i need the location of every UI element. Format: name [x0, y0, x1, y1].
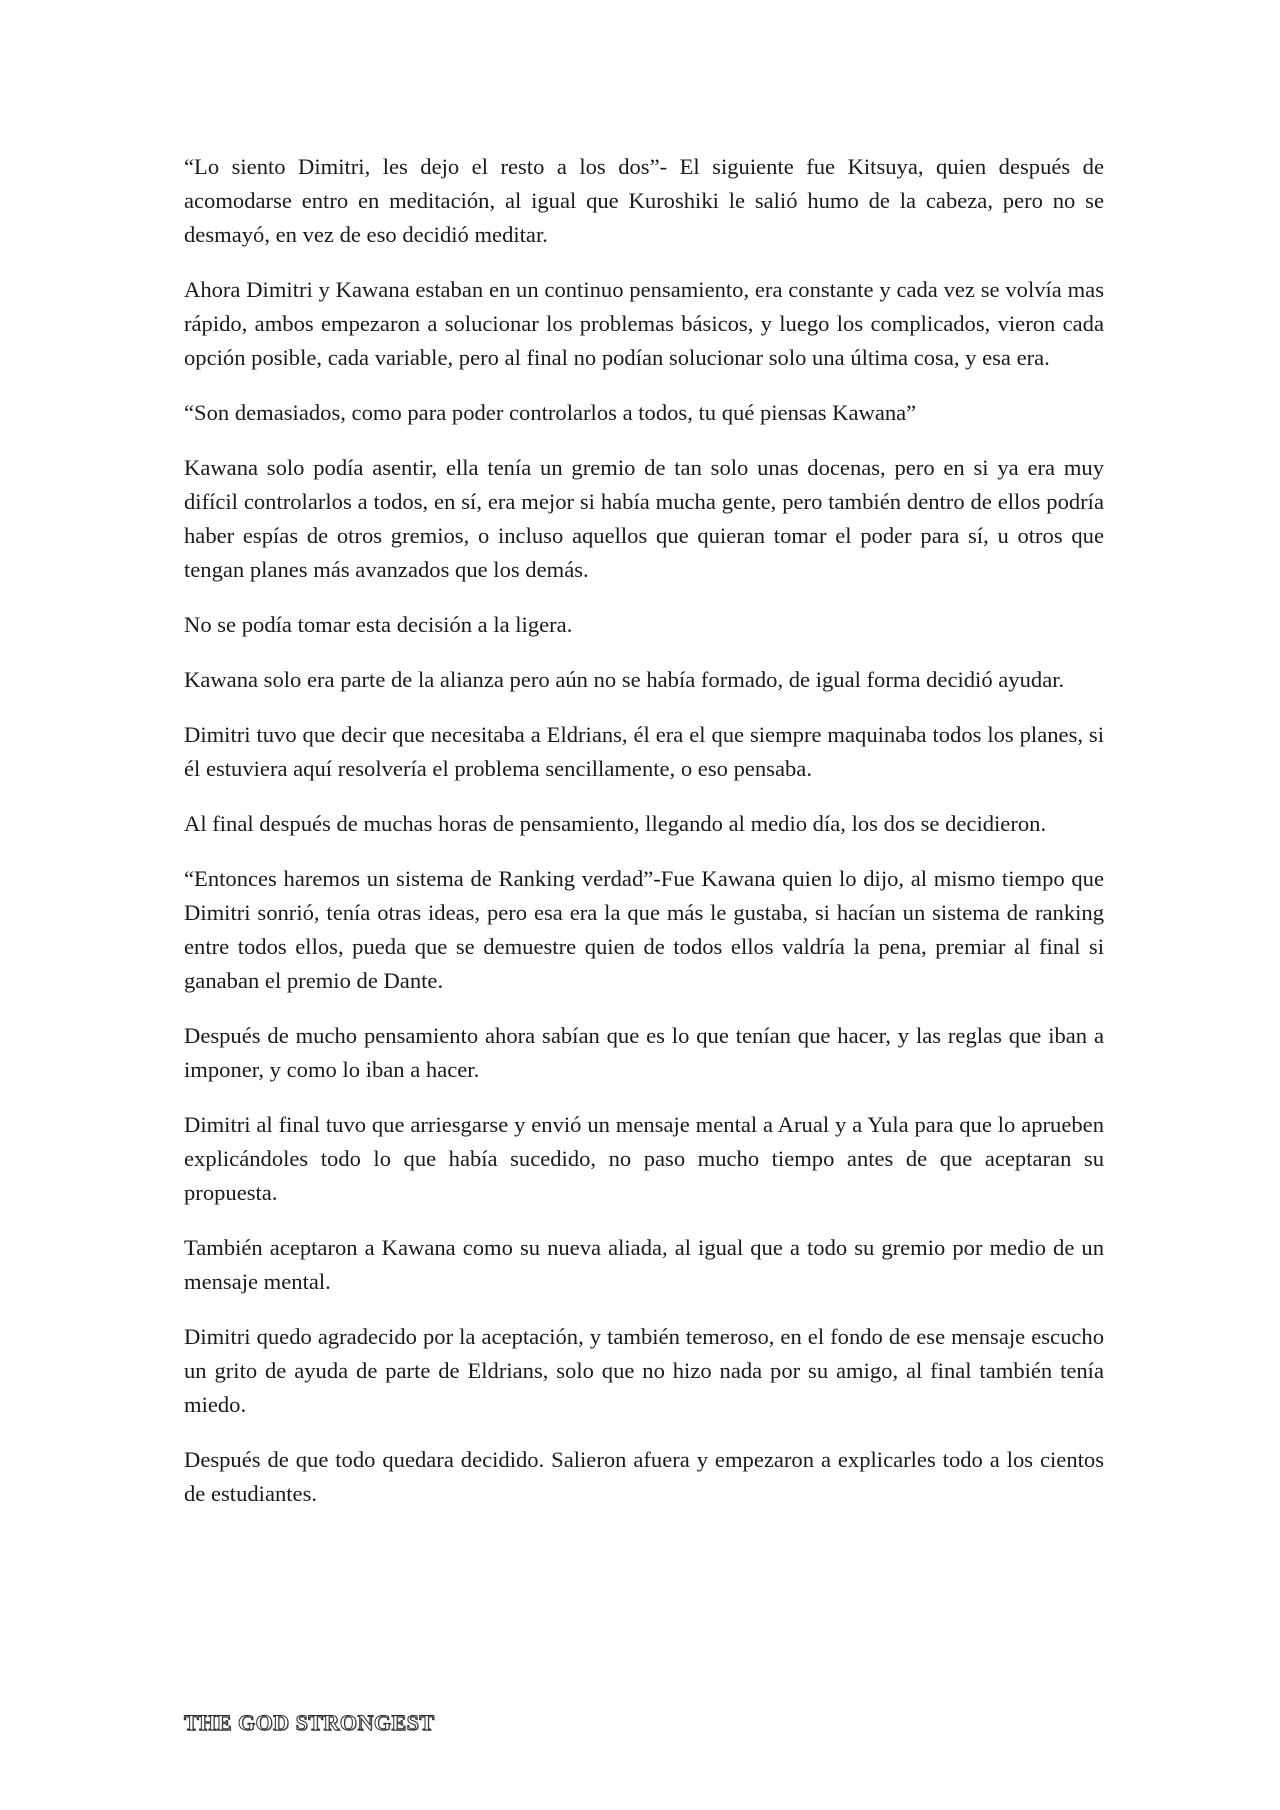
paragraph-14: Después de que todo quedara decidido. Salieron afuera y empezaron a explicarles todo a los cientos de estudiantes.	[184, 1447, 1104, 1506]
paragraph-8: Al final después de muchas horas de pensamiento, llegando al medio día, los dos se decidieron.	[184, 811, 1047, 836]
paragraph-4: Kawana solo podía asentir, ella tenía un gremio de tan solo unas docenas, pero en si ya era muy difícil controlarlos a todos, en sí, era mejor si había mucha gente, pero también dentro de ellos podría haber espías de otros gremios, o incluso aquellos que quieran tomar el poder para sí, u otros que tengan planes más avanzados que los demás.	[184, 455, 1104, 582]
paragraph-2: Ahora Dimitri y Kawana estaban en un continuo pensamiento, era constante y cada vez se volvía mas rápido, ambos empezaron a solucionar los problemas básicos, y luego los complicados, vieron cada opción posible, cada variable, pero al final no podían solucionar solo una última cosa, y esa era.	[184, 277, 1104, 370]
document-body	[184, 150, 1104, 1532]
paragraph-5: No se podía tomar esta decisión a la ligera.	[184, 612, 573, 637]
paragraph-6: Kawana solo era parte de la alianza pero aún no se había formado, de igual forma decidió ayudar.	[184, 667, 1065, 692]
paragraph-13: Dimitri quedo agradecido por la aceptación, y también temeroso, en el fondo de ese mensaje escucho un grito de ayuda de parte de Eldrians, solo que no hizo nada por su amigo, al final también tenía miedo.	[184, 1324, 1104, 1417]
paragraph-12: También aceptaron a Kawana como su nueva aliada, al igual que a todo su gremio por medio de un mensaje mental.	[184, 1235, 1104, 1294]
paragraph-3: “Son demasiados, como para poder controlarlos a todos, tu qué piensas Kawana”	[184, 400, 917, 425]
page-footer: THE GOD STRONGEST	[184, 1710, 435, 1735]
paragraph-7: Dimitri tuvo que decir que necesitaba a Eldrians, él era el que siempre maquinaba todos los planes, si él estuviera aquí resolvería el problema sencillamente, o eso pensaba.	[184, 722, 1104, 781]
paragraph-9: “Entonces haremos un sistema de Ranking verdad”-Fue Kawana quien lo dijo, al mismo tiempo que Dimitri sonrió, tenía otras ideas, pero esa era la que más le gustaba, si hacían un sistema de ranking entre todos ellos, pueda que se demuestre quien de todos ellos valdría la pena, premiar al final si ganaban el premio de Dante.	[184, 866, 1104, 993]
paragraph-10: Después de mucho pensamiento ahora sabían que es lo que tenían que hacer, y las reglas que iban a imponer, y como lo iban a hacer.	[184, 1023, 1104, 1082]
paragraph-1: “Lo siento Dimitri, les dejo el resto a los dos”- El siguiente fue Kitsuya, quien después de acomodarse entro en meditación, al igual que Kuroshiki le salió humo de la cabeza, pero no se desmayó, en vez de eso decidió meditar.	[184, 154, 1104, 247]
paragraph-11: Dimitri al final tuvo que arriesgarse y envió un mensaje mental a Arual y a Yula para que lo aprueben explicándoles todo lo que había sucedido, no paso mucho tiempo antes de que aceptaran su propuesta.	[184, 1112, 1104, 1205]
